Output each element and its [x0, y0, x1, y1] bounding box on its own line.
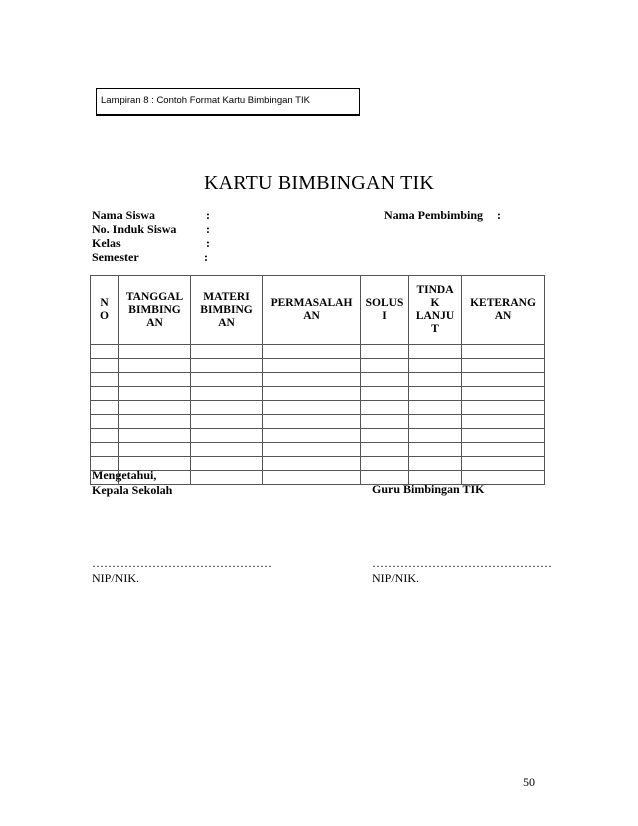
field-semester [92, 250, 292, 264]
table-cell[interactable] [91, 443, 119, 457]
table-cell[interactable] [462, 401, 545, 415]
table-body [91, 345, 545, 485]
field-label: Nama Pembimbing [384, 208, 483, 222]
column-header-line: O [100, 310, 109, 322]
table-cell[interactable] [119, 373, 191, 387]
table-cell[interactable] [361, 387, 409, 401]
table-cell[interactable] [361, 345, 409, 359]
table-cell[interactable] [361, 401, 409, 415]
field-nama-pembimbing [384, 208, 501, 223]
table-cell[interactable] [119, 401, 191, 415]
field-colon: : [206, 208, 210, 222]
table-cell[interactable] [263, 359, 361, 373]
table-cell[interactable] [409, 457, 462, 471]
table-header-row [91, 276, 545, 345]
table-cell[interactable] [409, 387, 462, 401]
field-colon: : [497, 208, 501, 222]
column-header-line: KETERANG [470, 297, 536, 309]
table-cell[interactable] [191, 429, 263, 443]
mengetahui-label: Mengetahui, [92, 468, 157, 482]
table-cell[interactable] [119, 415, 191, 429]
table-row [91, 429, 545, 443]
table-cell[interactable] [191, 401, 263, 415]
table-cell[interactable] [263, 387, 361, 401]
column-header-line: SOLUS [365, 297, 404, 309]
title-text: KARTU BIMBINGAN TIK [203, 172, 434, 194]
signature-dots: ……………………………………… [372, 556, 552, 570]
column-header-line: TINDA [416, 284, 454, 296]
column-header-line: BIMBING [200, 303, 253, 316]
table-cell[interactable] [263, 345, 361, 359]
column-header [263, 276, 361, 345]
column-header-line: AN [303, 310, 320, 322]
column-header-line: AN [146, 316, 163, 329]
table-cell[interactable] [119, 443, 191, 457]
table-cell[interactable] [361, 373, 409, 387]
table-cell[interactable] [409, 345, 462, 359]
lampiran-label: Lampiran 8 : Contoh Format Kartu Bimbingan TIK [101, 95, 310, 106]
column-header-line: BIMBING [128, 303, 181, 316]
table-cell[interactable] [409, 429, 462, 443]
field-label: Kelas [92, 236, 121, 250]
signature-right-line [372, 556, 552, 586]
column-header-line: PERMASALAH [270, 297, 353, 309]
table-cell[interactable] [91, 401, 119, 415]
field-colon: : [206, 236, 210, 250]
table-row [91, 415, 545, 429]
table-cell[interactable] [91, 345, 119, 359]
table-cell[interactable] [119, 429, 191, 443]
column-header-line: T [431, 323, 439, 335]
signature-left [92, 468, 172, 498]
column-header [462, 276, 545, 345]
column-header-line: TANGGAL [125, 290, 184, 303]
column-header-line: K [430, 297, 440, 309]
table-cell[interactable] [462, 373, 545, 387]
table-cell[interactable] [191, 345, 263, 359]
column-header [119, 276, 191, 345]
table-cell[interactable] [263, 443, 361, 457]
table-cell[interactable] [119, 359, 191, 373]
column-header [361, 276, 409, 345]
table-cell[interactable] [409, 443, 462, 457]
column-header-line: N [100, 297, 109, 309]
table-cell[interactable] [191, 457, 263, 471]
field-nama-siswa [92, 208, 292, 222]
table-row [91, 443, 545, 457]
column-header-line: AN [218, 316, 235, 329]
document-title [0, 172, 638, 195]
column-header-line: MATERI [203, 290, 250, 303]
table-cell[interactable] [263, 373, 361, 387]
table-cell[interactable] [91, 415, 119, 429]
table-cell[interactable] [263, 457, 361, 471]
table-row [91, 387, 545, 401]
table-cell[interactable] [263, 415, 361, 429]
signature-dots: ……………………………………… [92, 556, 272, 570]
field-label: No. Induk Siswa [92, 222, 177, 236]
column-header [409, 276, 462, 345]
table-cell[interactable] [462, 443, 545, 457]
column-header [91, 276, 119, 345]
student-info-fields [92, 208, 292, 264]
table-cell[interactable] [119, 387, 191, 401]
table-cell[interactable] [361, 443, 409, 457]
table-cell[interactable] [462, 345, 545, 359]
table-cell[interactable] [409, 359, 462, 373]
table-cell[interactable] [119, 345, 191, 359]
field-colon: : [206, 222, 210, 236]
guru-bimbingan-label: Guru Bimbingan TIK [372, 482, 485, 496]
table-cell[interactable] [191, 373, 263, 387]
table-cell[interactable] [263, 429, 361, 443]
table-cell[interactable] [361, 429, 409, 443]
field-colon: : [204, 250, 208, 264]
column-header [191, 276, 263, 345]
table-cell[interactable] [263, 471, 361, 485]
signature-left-line [92, 556, 272, 586]
table-row [91, 401, 545, 415]
table-cell[interactable] [91, 373, 119, 387]
field-kelas [92, 236, 292, 250]
table-cell[interactable] [462, 457, 545, 471]
table-cell[interactable] [361, 359, 409, 373]
kepala-sekolah-label: Kepala Sekolah [92, 483, 173, 497]
table-cell[interactable] [191, 387, 263, 401]
table-cell[interactable] [462, 359, 545, 373]
column-header-line: LANJU [415, 310, 455, 322]
table-cell[interactable] [263, 401, 361, 415]
nip-label: NIP/NIK. [372, 571, 419, 585]
column-header-line: I [382, 310, 387, 322]
table-cell[interactable] [191, 443, 263, 457]
table-cell[interactable] [409, 401, 462, 415]
field-label: Semester [92, 250, 139, 264]
table-cell[interactable] [462, 429, 545, 443]
table-cell[interactable] [409, 373, 462, 387]
table-cell[interactable] [91, 429, 119, 443]
table-row [91, 359, 545, 373]
table-cell[interactable] [361, 457, 409, 471]
signature-right [372, 482, 485, 497]
table-cell[interactable] [91, 359, 119, 373]
table-cell[interactable] [462, 415, 545, 429]
field-label: Nama Siswa [92, 208, 156, 222]
table-cell[interactable] [191, 359, 263, 373]
guidance-table [90, 275, 545, 485]
nip-label: NIP/NIK. [92, 571, 139, 585]
lampiran-label-box [96, 88, 360, 115]
table-cell[interactable] [462, 387, 545, 401]
table-cell[interactable] [191, 471, 263, 485]
field-no-induk-siswa [92, 222, 292, 236]
table-cell[interactable] [361, 415, 409, 429]
table-cell[interactable] [409, 415, 462, 429]
column-header-line: AN [494, 310, 512, 322]
table-row [91, 345, 545, 359]
table-cell[interactable] [91, 387, 119, 401]
table-cell[interactable] [191, 415, 263, 429]
table-row [91, 373, 545, 387]
page-number: 50 [523, 775, 535, 789]
